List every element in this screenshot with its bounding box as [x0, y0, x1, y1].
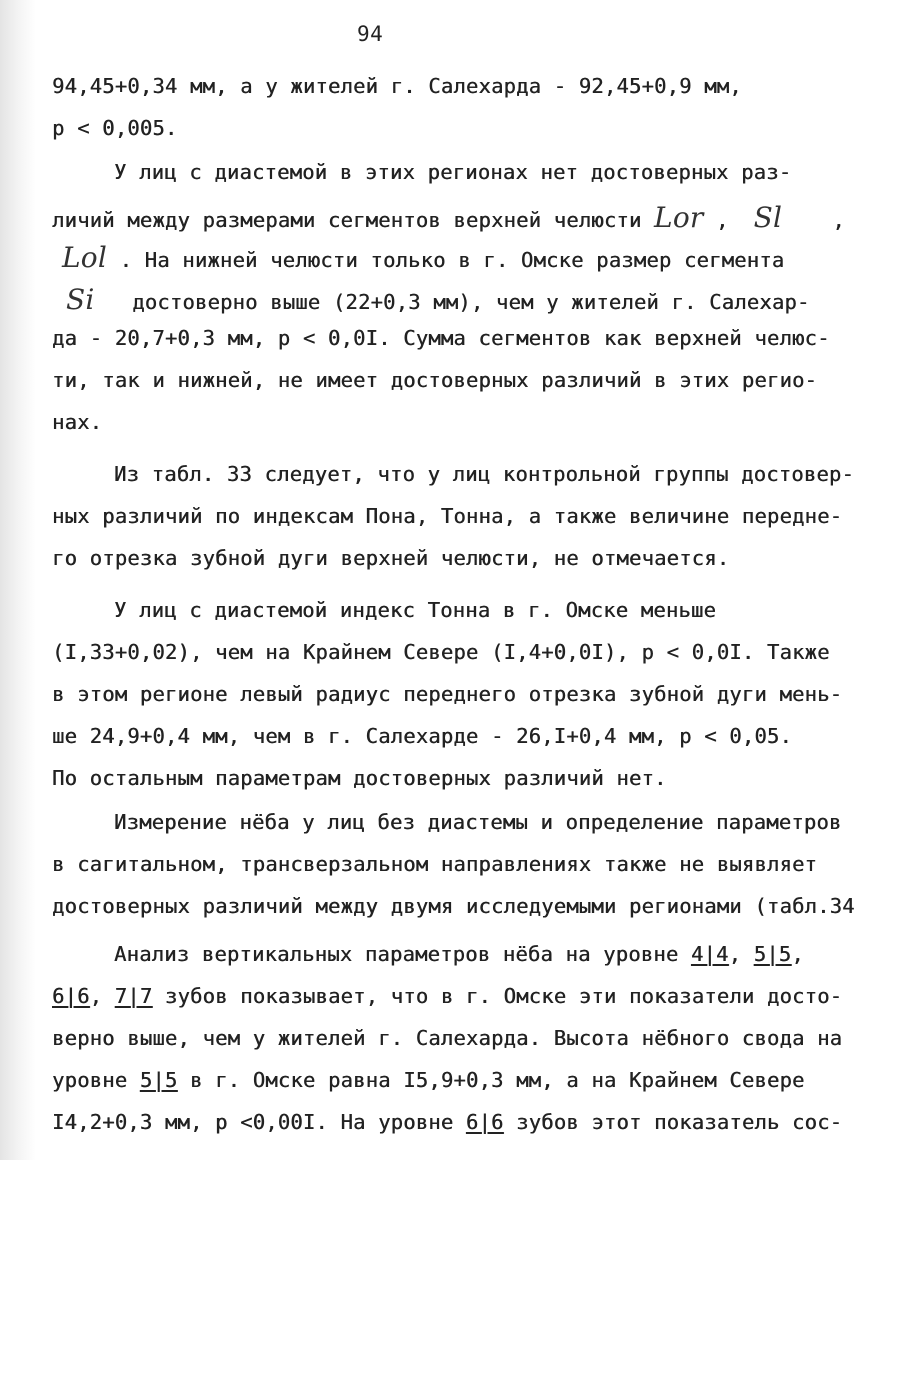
text-line-1: 94,45+0,34 мм, а у жителей г. Салехарда - 92,45+0,9 мм, — [52, 74, 742, 98]
text-line-15: в этом регионе левый радиус переднего отрезка зубной дуги мень- — [52, 682, 843, 706]
scan-shadow-edge — [0, 0, 36, 1160]
text-line-4-part-a: личий между размерами сегментов верхней челюсти — [52, 208, 642, 232]
text-line-25 — [52, 1112, 842, 1133]
tooth-formula-5-5: 5|5 — [753, 942, 792, 966]
page-number: 94 — [357, 22, 384, 46]
text-line-22 — [52, 986, 842, 1007]
text-line-21-comma-1: , — [728, 942, 742, 966]
text-line-3: У лиц с диастемой в этих регионах нет достоверных раз- — [114, 160, 792, 184]
text-line-22-part-d: зубов показывает, что в г. Омске эти показатели досто- — [164, 984, 843, 1008]
text-line-21 — [114, 944, 804, 965]
text-line-22-comma: , — [89, 984, 103, 1008]
text-line-24-part-c: в г. Омске равна I5,9+0,3 мм, а на Крайнем Севере — [190, 1068, 805, 1092]
text-line-4-comma-2: , — [832, 208, 845, 232]
text-line-19: в сагитальном, трансверзальном направлениях также не выявляет — [52, 852, 818, 876]
text-line-6 — [66, 283, 810, 316]
text-line-7: да - 20,7+0,3 мм, р < 0,0I. Сумма сегментов как верхней челюс- — [52, 326, 830, 350]
tooth-formula-6-6: 6|6 — [52, 984, 90, 1008]
text-line-13: У лиц с диастемой индекс Тонна в г. Омске меньше — [114, 598, 717, 622]
text-line-17: По остальным параметрам достоверных различий нет. — [52, 766, 667, 790]
text-line-20: достоверных различий между двумя исследуемыми регионами (табл.34 — [52, 894, 855, 918]
text-line-25-part-c: зубов этот показатель сос- — [516, 1110, 843, 1134]
text-line-21-part-a: Анализ вертикальных параметров нёба на уровне — [114, 942, 679, 966]
handwritten-label-sl: Sl — [753, 201, 783, 234]
text-line-24-part-a: уровне — [52, 1068, 128, 1092]
text-line-11: ных различий по индексам Пона, Тонна, а также величине передне- — [52, 504, 843, 528]
text-line-5-part-b: . На нижней челюсти только в г. Омске размер сегмента — [119, 248, 785, 272]
handwritten-label-lol: Lol — [62, 241, 108, 274]
tooth-formula-7-7: 7|7 — [114, 984, 153, 1008]
tooth-formula-4-4: 4|4 — [690, 942, 729, 966]
text-line-5 — [62, 241, 785, 274]
text-line-18: Измерение нёба у лиц без диастемы и определение параметров — [114, 810, 842, 834]
text-line-6-part-b: достоверно выше (22+0,3 мм), чем у жителей г. Салехар- — [132, 290, 810, 314]
text-line-10: Из табл. 33 следует, что у лиц контрольной группы достовер- — [114, 462, 854, 486]
tooth-formula-6-6-second: 6|6 — [465, 1110, 504, 1134]
text-line-25-part-a: I4,2+0,3 мм, р <0,00I. На уровне — [52, 1110, 454, 1134]
text-line-24 — [52, 1070, 805, 1091]
text-line-23: верно выше, чем у жителей г. Салехарда. Высота нёбного свода на — [52, 1026, 843, 1050]
text-line-12: го отрезка зубной дуги верхней челюсти, не отмечается. — [52, 546, 730, 570]
text-line-4-comma-1: , — [716, 208, 729, 232]
text-line-16: ше 24,9+0,4 мм, чем в г. Салехарде - 26,I+0,4 мм, р < 0,05. — [52, 724, 792, 748]
text-line-8: ти, так и нижней, не имеет достоверных различий в этих регио- — [52, 368, 818, 392]
handwritten-label-si: Si — [66, 283, 95, 316]
text-line-14: (I,33+0,02), чем на Крайнем Севере (I,4+0,0I), р < 0,0I. Также — [52, 640, 830, 664]
text-line-21-comma-2: , — [791, 942, 804, 966]
tooth-formula-5-5-second: 5|5 — [139, 1068, 178, 1092]
text-line-4 — [52, 201, 845, 234]
text-line-2: р < 0,005. — [52, 116, 178, 140]
text-line-9: нах. — [52, 410, 103, 434]
handwritten-label-lor: Lor — [654, 201, 704, 234]
